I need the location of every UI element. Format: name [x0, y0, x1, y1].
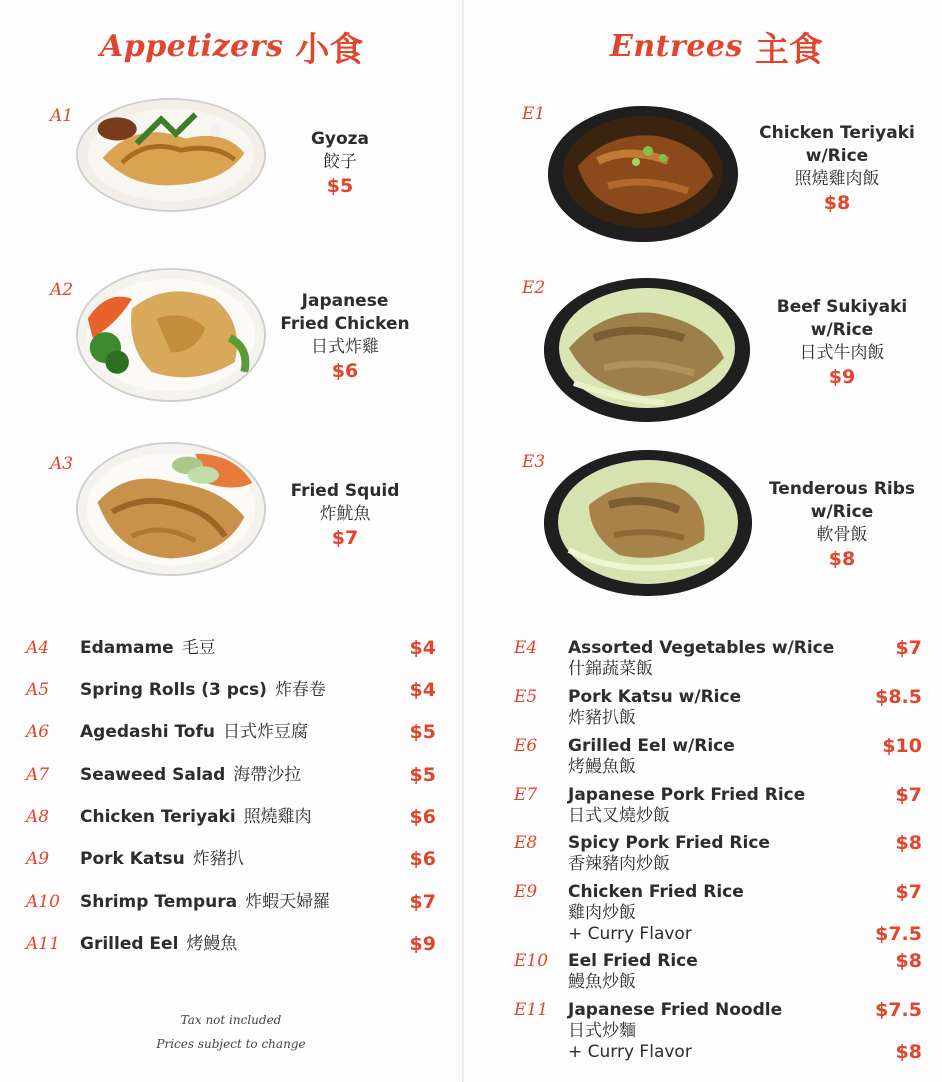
item-name: Shrimp Tempura	[80, 892, 238, 912]
item-code: A5	[26, 680, 50, 700]
item-name-block	[568, 736, 842, 778]
item-price: $8	[895, 832, 922, 854]
item-name-zh: 炸蝦天婦羅	[245, 892, 331, 912]
item-code: E7	[514, 785, 538, 805]
item-name-zh: 餃子	[323, 152, 357, 172]
fried-chicken-photo	[76, 268, 266, 402]
featured-item-a1[interactable]	[50, 106, 450, 256]
entrees-title-zh: 主食	[754, 29, 823, 70]
item-name-zh: 什錦蔬菜飯	[568, 659, 653, 679]
item-code: E9	[514, 882, 538, 902]
list-item[interactable]	[26, 892, 436, 913]
item-name-zh: 毛豆	[181, 638, 216, 658]
item-name-zh: 日式叉燒炒飯	[568, 806, 670, 826]
item-code: A10	[26, 892, 60, 912]
list-item[interactable]	[514, 833, 922, 875]
item-name-block	[568, 951, 842, 993]
item-extra: + Curry Flavor	[568, 924, 692, 944]
item-price: $8	[828, 548, 856, 570]
tax-note: Tax not included	[180, 1013, 282, 1027]
item-name-block	[80, 722, 356, 743]
item-code: A3	[50, 454, 74, 474]
featured-item-e1[interactable]	[522, 104, 932, 254]
item-name-block	[80, 638, 356, 659]
featured-item-e2[interactable]	[522, 278, 932, 428]
item-name: Fried Squid	[290, 481, 400, 501]
item-name: Japanese Fried Noodle	[568, 1000, 783, 1020]
item-extra: + Curry Flavor	[568, 1042, 692, 1062]
item-price: $7.5	[875, 999, 922, 1021]
list-item[interactable]	[26, 765, 436, 786]
item-price: $9	[409, 933, 436, 955]
item-name-line1: Beef Sukiyaki	[776, 297, 908, 317]
item-code: E2	[522, 278, 546, 298]
item-name-zh: 炸春卷	[274, 680, 326, 700]
item-name-line2: w/Rice	[810, 320, 874, 340]
item-price: $7	[895, 881, 922, 903]
item-name: Edamame	[80, 638, 174, 658]
item-name-zh: 日式炒麵	[568, 1021, 636, 1041]
list-item[interactable]	[514, 638, 922, 680]
entrees-heading	[610, 24, 823, 68]
item-code: E6	[514, 736, 538, 756]
item-name-zh: 日式牛肉飯	[799, 343, 885, 363]
list-item[interactable]	[514, 736, 922, 778]
list-item[interactable]	[26, 638, 436, 659]
item-name: Chicken Teriyaki	[80, 807, 236, 827]
item-name-zh: 烤鰻魚飯	[568, 757, 636, 777]
list-item[interactable]	[26, 807, 436, 828]
item-code: E4	[514, 638, 538, 658]
item-name-line2: w/Rice	[810, 502, 874, 522]
item-price: $8.5	[875, 686, 922, 708]
appetizers-title-zh: 小食	[295, 29, 364, 70]
beef-sukiyaki-photo	[544, 278, 750, 422]
item-price: $4	[409, 679, 436, 701]
item-name-block	[80, 892, 356, 913]
item-name-zh: 烤鰻魚	[186, 934, 238, 954]
item-name-block	[568, 687, 842, 729]
item-price-block	[842, 882, 922, 945]
item-name-block	[568, 1000, 842, 1063]
item-price: $10	[882, 735, 922, 757]
appetizers-title: Appetizers	[100, 28, 284, 64]
item-name-line1: Tenderous Ribs	[768, 479, 916, 499]
appetizers-section	[0, 0, 462, 1082]
item-name-zh: 炸豬扒	[192, 849, 244, 869]
entrees-list	[514, 638, 922, 1068]
item-code: A2	[50, 280, 74, 300]
item-price: $7	[895, 637, 922, 659]
item-name: Spring Rolls (3 pcs)	[80, 680, 267, 700]
item-name: Assorted Vegetables w/Rice	[568, 638, 835, 658]
item-price: $8	[823, 192, 851, 214]
appetizers-heading	[100, 24, 363, 68]
item-info	[275, 480, 415, 550]
list-item[interactable]	[514, 687, 922, 729]
fried-squid-photo	[76, 442, 266, 576]
appetizers-list	[26, 638, 436, 958]
item-code: E3	[522, 452, 546, 472]
item-name: Seaweed Salad	[80, 765, 226, 785]
item-name-block	[80, 934, 356, 955]
item-code: A8	[26, 807, 50, 827]
item-name-zh: 雞肉炒飯	[568, 903, 636, 923]
item-price: $8	[895, 950, 922, 972]
item-name-zh: 軟骨飯	[816, 525, 868, 545]
list-item[interactable]	[514, 882, 922, 945]
list-item[interactable]	[26, 722, 436, 743]
item-name-block	[80, 849, 356, 870]
item-price: $7	[895, 784, 922, 806]
item-name-block	[568, 638, 842, 680]
item-name-block	[568, 785, 842, 827]
item-price: $6	[409, 806, 436, 828]
item-name: Spicy Pork Fried Rice	[568, 833, 770, 853]
item-name: Agedashi Tofu	[80, 722, 215, 742]
item-name: Grilled Eel w/Rice	[568, 736, 735, 756]
item-price: $6	[409, 848, 436, 870]
item-code: A1	[50, 106, 74, 126]
item-name-zh: 照燒雞肉飯	[794, 169, 880, 189]
item-name-zh: 海帶沙拉	[233, 765, 302, 785]
item-name-line2: w/Rice	[805, 146, 869, 166]
item-code: E1	[522, 104, 546, 124]
item-price: $5	[326, 175, 354, 197]
item-info	[275, 290, 415, 383]
list-item[interactable]	[26, 680, 436, 701]
item-name: Japanese Fried Chicken	[280, 291, 410, 334]
item-name-zh: 日式炸豆腐	[222, 722, 308, 742]
item-price: $7	[409, 891, 436, 913]
item-code: A7	[26, 765, 50, 785]
item-price-block	[842, 1000, 922, 1063]
entrees-title: Entrees	[610, 28, 743, 64]
item-info	[752, 296, 932, 389]
item-name: Japanese Pork Fried Rice	[568, 785, 806, 805]
item-name-zh: 香辣豬肉炒飯	[568, 854, 670, 874]
tenderous-ribs-photo	[544, 450, 752, 596]
item-code: A11	[26, 934, 60, 954]
list-item[interactable]	[26, 849, 436, 870]
list-item[interactable]	[514, 951, 922, 993]
footer-notes	[0, 1008, 462, 1056]
item-code: E5	[514, 687, 538, 707]
item-price: $7	[331, 527, 359, 549]
item-price: $5	[409, 721, 436, 743]
item-name-block	[80, 680, 356, 701]
featured-item-a2[interactable]	[50, 280, 450, 430]
item-price: $6	[331, 360, 359, 382]
item-name: Pork Katsu w/Rice	[568, 687, 742, 707]
item-extra-price: $8	[895, 1041, 922, 1063]
item-price: $5	[409, 764, 436, 786]
list-item[interactable]	[514, 1000, 922, 1063]
item-price: $4	[409, 637, 436, 659]
item-name-block	[568, 882, 842, 945]
item-name: Chicken Fried Rice	[568, 882, 744, 902]
item-name-zh: 日式炸雞	[311, 337, 379, 357]
item-code: E11	[514, 1000, 549, 1020]
item-name: Gyoza	[310, 129, 370, 149]
item-name-zh: 鰻魚炒飯	[568, 972, 636, 992]
item-extra-price: $7.5	[875, 923, 922, 945]
entrees-section	[464, 0, 942, 1082]
item-name-block	[568, 833, 842, 875]
featured-item-a3[interactable]	[50, 454, 450, 604]
item-name-block	[80, 765, 356, 786]
featured-item-e3[interactable]	[522, 452, 932, 602]
item-info	[752, 478, 932, 571]
item-price: $9	[828, 366, 856, 388]
list-item[interactable]	[514, 785, 922, 827]
item-name-zh: 炸豬扒飯	[568, 708, 636, 728]
item-info	[280, 128, 400, 198]
list-item[interactable]	[26, 934, 436, 955]
item-info	[742, 122, 932, 215]
item-name-zh: 照燒雞肉	[243, 807, 312, 827]
chicken-teriyaki-photo	[548, 106, 738, 242]
item-name: Eel Fried Rice	[568, 951, 698, 971]
item-name: Pork Katsu	[80, 849, 185, 869]
item-code: E10	[514, 951, 549, 971]
price-note: Prices subject to change	[156, 1037, 306, 1051]
item-name-block	[80, 807, 356, 828]
item-code: E8	[514, 833, 538, 853]
item-code: A4	[26, 638, 50, 658]
item-name-line1: Chicken Teriyaki	[759, 123, 915, 143]
item-name-zh: 炸魷魚	[319, 504, 371, 524]
gyoza-photo	[76, 98, 266, 212]
item-name: Grilled Eel	[80, 934, 179, 954]
item-code: A9	[26, 849, 50, 869]
item-code: A6	[26, 722, 50, 742]
